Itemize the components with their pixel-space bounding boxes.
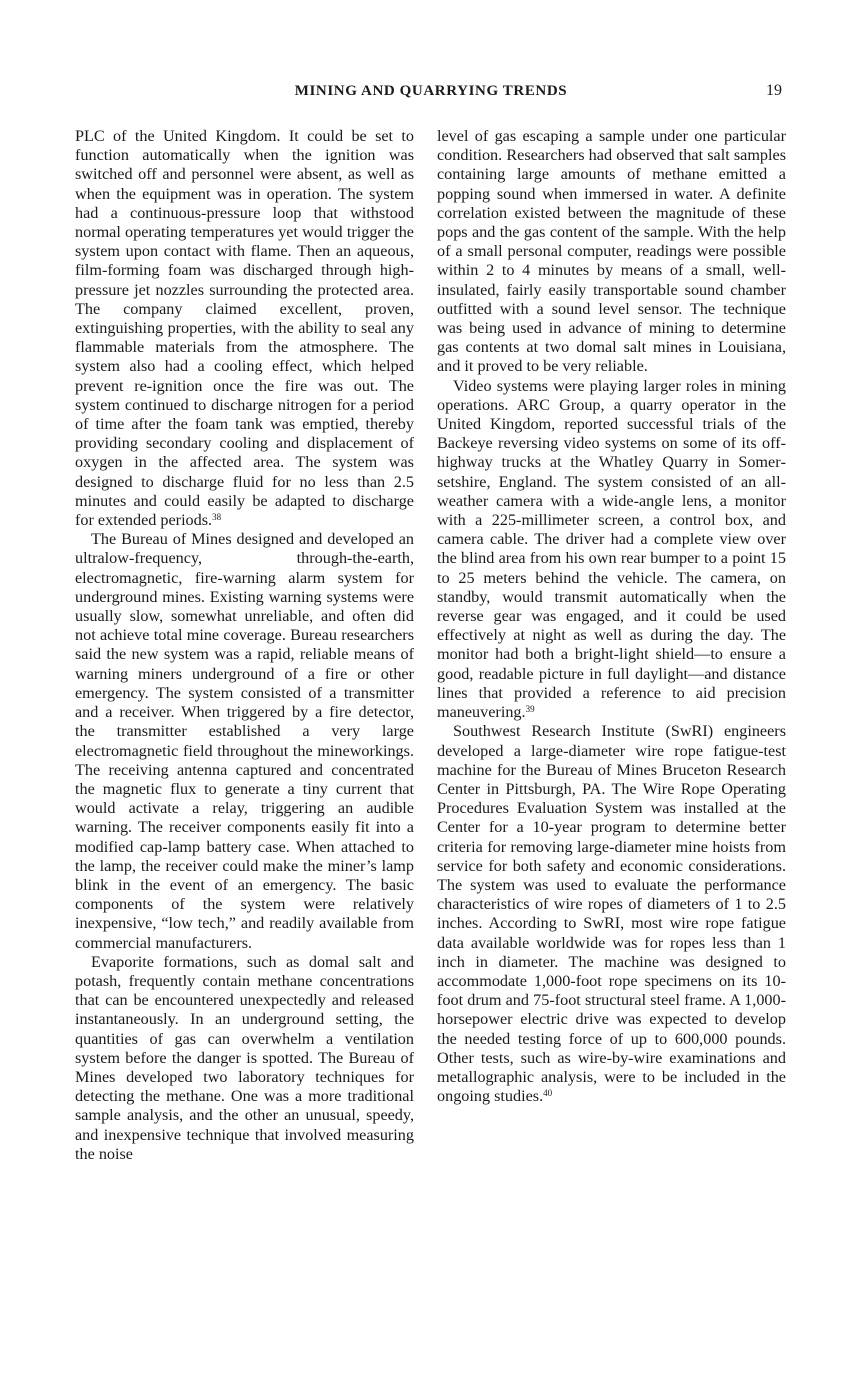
paragraph-text: Video systems were playing larger roles in mining operations. ARC Group, a quarry operator in the United Kingdom, reported successful trials of the Backeye reversing video systems on some of its off-highway trucks at the Whatley Quarry in Somersetshire, England. The system consisted of an all-weather camera with a wide-angle lens, a monitor with a 225-millimeter screen, a control box, and camera cable. The driver had a complete view over the blind area from his own rear bumper to a point 15 to 25 meters behind the vehicle. The camera, on standby, would transmit automatically when the reverse gear was engaged, and it could be used effectively at night as well as during the day. The monitor had both a bright-light shield—to ensure a good, readable picture in full daylight—and distance lines that provided a reference to aid precision maneuvering. <box>437 376 786 722</box>
paragraph <box>437 377 786 723</box>
running-title: MINING AND QUARRYING TRENDS <box>294 83 568 99</box>
paragraph <box>75 953 414 1164</box>
paragraph <box>437 127 786 377</box>
paragraph-text: Evaporite formations, such as domal salt and potash, frequently contain methane concentrations that can be encountered unexpectedly and released instantaneously. In an underground setting, the quantities of gas can overwhelm a ventilation system before the danger is spotted. The Bureau of Mines developed two laboratory techniques for detecting the methane. One was a more traditional sample analysis, and the other an unusual, speedy, and inexpensive technique that involved measuring the noise <box>75 952 414 1163</box>
footnote-ref: 40 <box>543 1088 553 1099</box>
paragraph-text: Southwest Research Institute (SwRI) engineers developed a large-diameter wire rope fatigue-test machine for the Bureau of Mines Bruceton Research Center in Pittsburgh, PA. The Wire Rope Operating Procedures Evaluation System was installed at the Center for a 10-year program to determine better criteria for removing large-diameter mine hoists from service for both safety and economic considerations. The system was used to evaluate the performance characteristics of wire ropes of diameters of 1 to 2.5 inches. According to SwRI, most wire rope fatigue data available worldwide was for ropes less than 1 inch in diameter. The machine was designed to accommodate 1,000-foot rope specimens on its 10-foot drum and 75-foot structural steel frame. A 1,000-horsepower electric drive was expected to develop the needed testing force of up to 600,000 pounds. Other tests, such as wire-by-wire examinations and metallographic analysis, were to be included in the ongoing studies. <box>437 722 786 1106</box>
page-number: 19 <box>766 82 782 99</box>
paragraph <box>75 127 414 530</box>
paragraph-text: level of gas escaping a sample under one particular condition. Researchers had observed that salt samples containing large amounts of methane emitted a popping sound when immersed in water. A definite correlation existed between the magnitude of these pops and the gas content of the sample. With the help of a small personal computer, readings were possible within 2 to 4 minutes by means of a small, well-insulated, fairly easily transportable sound chamber outfitted with a sound level sensor. The technique was being used in advance of mining to determine gas contents at two domal salt mines in Louisiana, and it proved to be very reliable. <box>437 127 786 376</box>
footnote-ref: 39 <box>525 704 535 715</box>
left-column <box>75 127 414 1164</box>
right-column <box>437 127 786 1106</box>
paragraph-text: The Bureau of Mines designed and developed an ultralow-frequency, through-the-earth, electromagnetic, fire-warning alarm system for underground mines. Existing warning systems were usually slow, somewhat unreliable, and often did not achieve total mine coverage. Bureau researchers said the new system was a rapid, reliable means of warning miners underground of a fire or other emergency. The system consisted of a transmitter and a receiver. When triggered by a fire detector, the transmitter established a very large electromagnetic field throughout the mineworkings. The receiving antenna captured and concentrated the magnetic flux to generate a tiny current that would activate a relay, triggering an audible warning. The receiver components easily fit into a modified cap-lamp battery case. When attached to the lamp, the receiver could make the miner’s lamp blink in the event of an emergency. The basic components of the system were relatively inexpensive, “low tech,” and readily available from commercial manufacturers. <box>75 530 414 952</box>
running-header <box>76 80 786 102</box>
paragraph <box>75 530 414 952</box>
footnote-ref: 38 <box>212 512 222 523</box>
paragraph <box>437 722 786 1106</box>
paragraph-text: PLC of the United Kingdom. It could be set to function automatically when the ignition was switched off and personnel were absent, as well as when the equipment was in operation. The system had a continuous-pressure loop that withstood normal operating temperatures yet would trigger the system upon contact with flame. Then an aqueous, film-forming foam was discharged through high-pressure jet nozzles surrounding the protected area. The company claimed excellent, proven, extinguishing properties, with the ability to seal any flammable materials from the atmosphere. The system also had a cooling effect, which helped prevent re-ignition once the fire was out. The system continued to discharge nitrogen for a period of time after the foam tank was emptied, thereby providing secondary cooling and displacement of oxygen in the affected area. The system was designed to discharge fluid for no less than 2.5 minutes and could easily be adapted to discharge for extended periods. <box>75 127 414 530</box>
